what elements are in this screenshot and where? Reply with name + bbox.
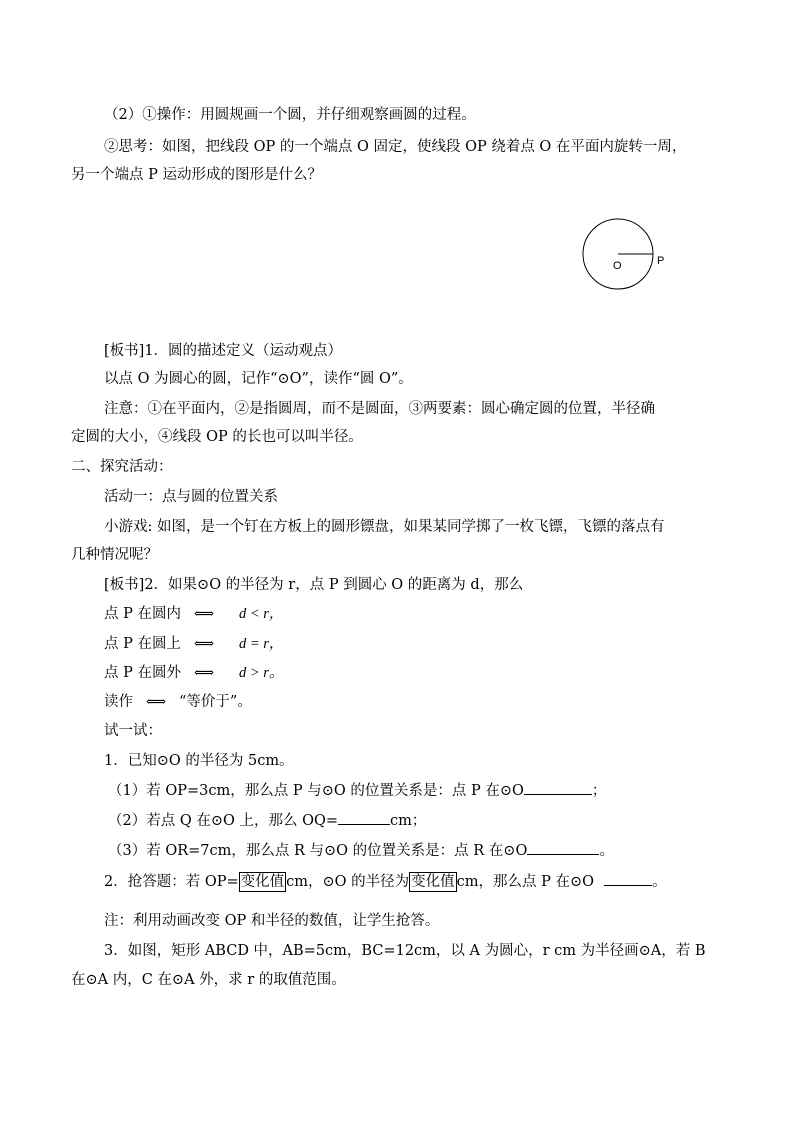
question-2 (104, 871, 667, 892)
question-1-2 (108, 810, 426, 831)
relation-label: 点 P 在圆外 (104, 665, 181, 681)
relation-math: d < r， (238, 606, 284, 622)
relation-label: 点 P 在圆上 (104, 636, 181, 652)
question-1-1 (108, 780, 606, 801)
center-label-o: O (613, 260, 622, 272)
note-line-1: 注意：①在平面内，②是指圆周，而不是圆面，③两要素：圆心确定圆的位置，半径确 (104, 401, 655, 417)
equiv-prefix: 读作 (104, 694, 133, 710)
answer-blank[interactable] (604, 871, 652, 886)
equivalent-arrow-icon: ⟺ (193, 665, 215, 681)
question-text: cm，那么点 P 在⊙O (456, 874, 595, 890)
question-text: （3）若 OR=7cm，那么点 R 与⊙O 的位置关系是：点 R 在⊙O (108, 843, 528, 859)
line-think-cont: 另一个端点 P 运动形成的图形是什么？ (71, 167, 322, 183)
circle-notation: 以点 O 为圆心的圆，记作“⊙O”，读作“圆 O”。 (104, 371, 413, 387)
circle-figure (580, 215, 680, 295)
board-definition-title: [板书]1．圆的描述定义（运动观点） (104, 343, 343, 359)
equivalent-arrow-icon: ⟺ (193, 636, 215, 652)
game-line-2: 几种情况呢？ (71, 547, 158, 563)
game-line-1: 小游戏: 如图，是一个钉在方板上的圆形镖盘，如果某同学掷了一枚飞镖，飞镖的落点有 (104, 519, 665, 535)
question-1: 1．已知⊙O 的半径为 5cm。 (104, 753, 294, 769)
explore-heading: 二、探究活动： (71, 459, 173, 475)
practice-title: 试一试： (104, 723, 162, 739)
animation-note: 注：利用动画改变 OP 和半径的数值，让学生抢答。 (104, 913, 440, 929)
question-text: ； (591, 783, 607, 799)
activity-1-title: 活动一：点与圆的位置关系 (104, 489, 278, 505)
equivalent-arrow-icon: ⟺ (145, 694, 167, 710)
note-line-2: 定圆的大小，④线段 OP 的长也可以叫半径。 (71, 429, 363, 445)
relation-outside (104, 663, 283, 683)
question-text: 。 (652, 874, 667, 890)
variable-value-box[interactable]: 变化值 (411, 874, 455, 890)
equivalent-arrow-icon: ⟺ (193, 606, 215, 622)
equiv-suffix: “等价于”。 (179, 694, 252, 710)
point-label-p: P (657, 255, 665, 267)
relation-on (104, 634, 283, 654)
question-text: 2．抢答题：若 OP= (104, 874, 239, 890)
variable-value-box[interactable]: 变化值 (240, 874, 285, 890)
question-1-3 (108, 840, 614, 861)
line-think: ②思考：如图，把线段 OP 的一个端点 O 固定，使线段 OP 绕着点 O 在平面内旋转一周， (104, 139, 687, 155)
relation-math: d = r， (238, 636, 284, 652)
question-text: cm，⊙O 的半径为 (286, 874, 410, 890)
question-text: （1）若 OP=3cm，那么点 P 与⊙O 的位置关系是：点 P 在⊙O (108, 783, 524, 799)
answer-blank[interactable] (524, 780, 592, 795)
board-relation-title: [板书]2．如果⊙O 的半径为 r，点 P 到圆心 O 的距离为 d，那么 (104, 577, 524, 593)
question-text: cm； (390, 813, 427, 829)
relation-label: 点 P 在圆内 (104, 606, 181, 622)
question-text: 。 (599, 843, 614, 859)
answer-blank[interactable] (338, 810, 390, 825)
question-text: （2）若点 Q 在⊙O 上，那么 OQ= (108, 813, 339, 829)
line-op-operation: （2）①操作：用圆规画一个圆，并仔细观察画圆的过程。 (104, 107, 476, 123)
answer-blank[interactable] (527, 840, 599, 855)
relation-inside (104, 604, 283, 624)
question-3-line-1: 3．如图，矩形 ABCD 中，AB=5cm，BC=12cm，以 A 为圆心，r cm 为半径画⊙A，若 B (104, 943, 706, 959)
question-3-line-2: 在⊙A 内，C 在⊙A 外，求 r 的取值范围。 (71, 972, 346, 988)
relation-math: d > r。 (238, 665, 284, 681)
equiv-reading (104, 692, 252, 712)
